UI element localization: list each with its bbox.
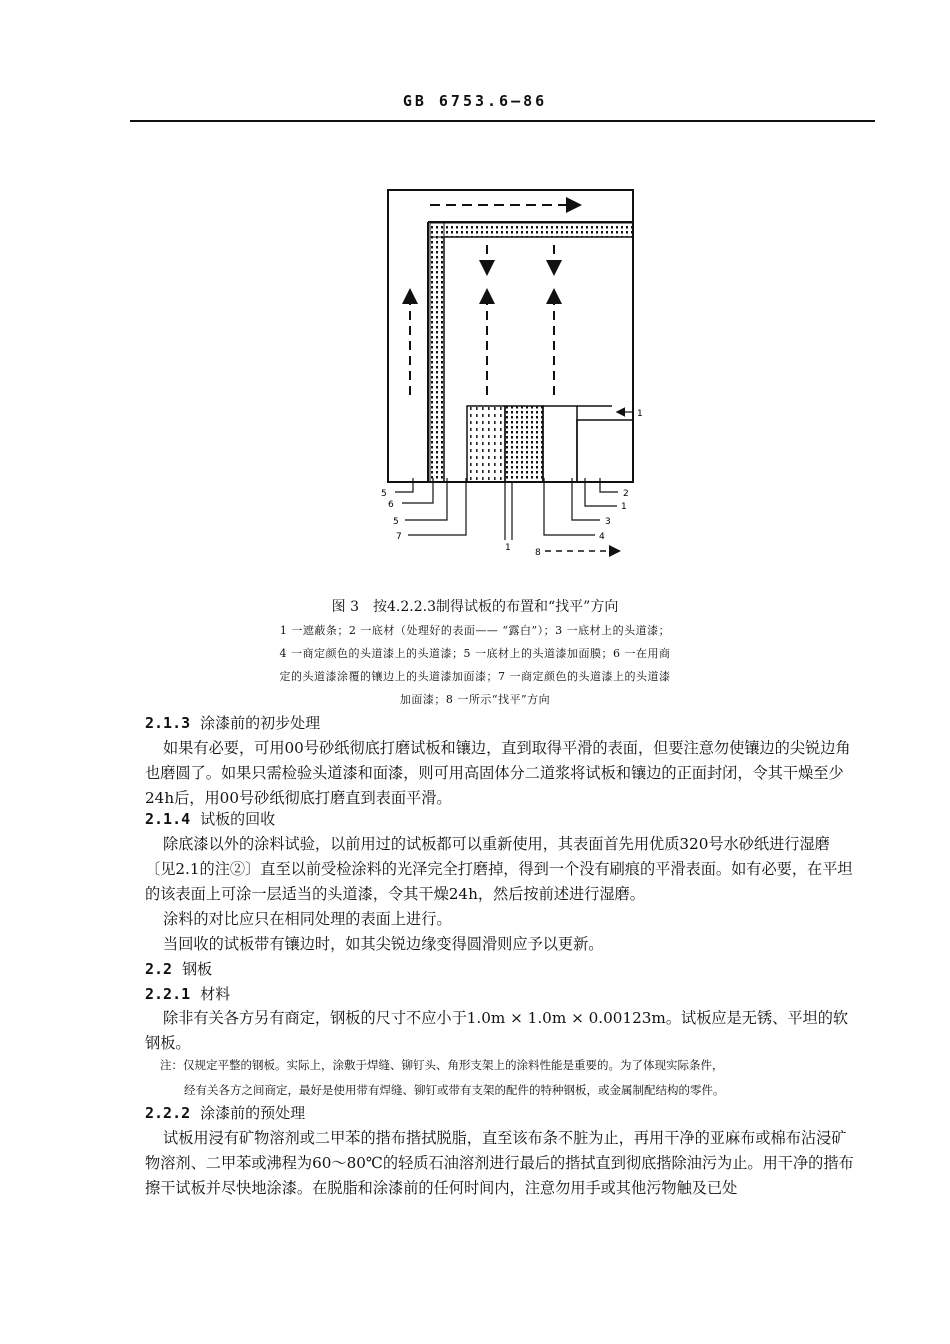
figure-legend-line-3: 定的头道漆涂覆的镶边上的头道漆加面漆；7 一商定颜色的头道漆上的头道漆 — [279, 670, 671, 683]
label-6-left: 6 — [388, 500, 394, 510]
section-title: 涂漆前的初步处理 — [200, 714, 321, 732]
block-primer-topcoat — [505, 406, 543, 482]
document-code-header: GB 6753.6—86 — [402, 92, 548, 110]
section-number: 2.2 — [145, 960, 173, 978]
figure-legend-line-4: 加面漆；8 一所示“找平”方向 — [399, 693, 551, 706]
section-2-2-heading — [145, 958, 212, 979]
label-1-right: 1 — [637, 409, 643, 419]
note-line-2: 经有关各方之间商定，最好是使用带有焊缝、铆钉或带有支架的配件的特种钢板，或金属制配结构的零件。 — [184, 1083, 725, 1097]
paragraph-2-1-3: 如果有必要，可用00号砂纸彻底打磨试板和镶边，直到取得平滑的表面，但要注意勿使镶边的尖锐边角也磨圆了。如果只需检验头道漆和面漆，则可用高固体分二道浆将试板和镶边的正面封闭，令其干燥至少24h后，用00号砂纸彻底打磨直到表面平滑。 — [145, 739, 851, 807]
label-7-left: 7 — [396, 532, 402, 542]
label-8-bottom: 8 — [535, 548, 541, 558]
section-2-2-2-heading — [145, 1102, 305, 1123]
block-primer — [467, 406, 505, 482]
label-1-right-2: 1 — [621, 502, 627, 512]
section-title: 涂漆前的预处理 — [200, 1104, 306, 1122]
paragraph-2-1-4-c: 当回收的试板带有镶边时，如其尖锐边缘变得圆滑则应予以更新。 — [163, 935, 604, 953]
section-number: 2.1.3 — [145, 714, 191, 732]
label-1-bottom: 1 — [505, 543, 511, 553]
paragraph-2-1-4-b: 涂料的对比应只在相同处理的表面上进行。 — [163, 910, 452, 928]
label-5-left-2: 5 — [393, 517, 399, 527]
section-2-1-3-heading — [145, 712, 320, 733]
left-edge-coating — [430, 223, 444, 482]
figure-3-diagram — [0, 0, 950, 590]
label-3-right: 3 — [605, 517, 611, 527]
paragraph-2-1-4-a: 除底漆以外的涂料试验，以前用过的试板都可以重新使用，其表面首先用优质320号水砂纸进行湿磨〔见2.1的注②〕直至以前受检涂料的光泽完全打磨掉，得到一个没有刷痕的平滑表面。如有必要，在平坦的该表面上可涂一层适当的头道漆，令其干燥24h，然后按前述进行湿磨。 — [145, 835, 853, 903]
section-title: 钢板 — [182, 960, 213, 978]
section-title: 试板的回收 — [200, 810, 276, 828]
note-block — [160, 1053, 860, 1103]
block-topcoat — [543, 406, 577, 482]
label-5-left: 5 — [381, 489, 387, 499]
paragraph-2-2-1: 除非有关各方另有商定，钢板的尺寸不应小于1.0m × 1.0m × 0.00123m。试板应是无锈、平坦的软钢板。 — [145, 1009, 849, 1052]
figure-legend-line-2: 4 一商定颜色的头道漆上的头道漆；5 一底材上的头道漆加面膜；6 一在用商 — [279, 647, 671, 660]
section-2-1-4-heading — [145, 808, 275, 829]
label-2-right: 2 — [623, 489, 629, 499]
section-2-2-1-heading — [145, 983, 230, 1004]
figure-caption: 图 3 按4.2.2.3制得试板的布置和“找平”方向 — [331, 599, 619, 615]
section-number: 2.2.1 — [145, 985, 191, 1003]
top-edge-coating — [430, 223, 633, 237]
label-4-right: 4 — [599, 532, 605, 542]
paragraph-2-2-2: 试板用浸有矿物溶剂或二甲苯的揩布揩拭脱脂，直至该布条不脏为止，再用干净的亚麻布或棉布沾浸矿物溶剂、二甲苯或沸程为60～80℃的轻质石油溶剂进行最后的揩拭直到彻底揩除油污为止。用干净的揩布擦干试板并尽快地涂漆。在脱脂和涂漆前的任何时间内，注意勿用手或其他污物触及已处 — [145, 1129, 854, 1197]
block-masking — [577, 420, 633, 482]
section-number: 2.2.2 — [145, 1104, 191, 1122]
section-number: 2.1.4 — [145, 810, 191, 828]
note-line-1: 注：仅规定平整的钢板。实际上，涂敷于焊缝、铆钉头、角形支架上的涂料性能是重要的。为了体现实际条件， — [160, 1058, 724, 1072]
section-title: 材料 — [200, 985, 231, 1003]
figure-legend-line-1: 1 一遮蔽条；2 一底材（处理好的表面—— “露白”）；3 一底材上的头道漆； — [279, 624, 671, 637]
